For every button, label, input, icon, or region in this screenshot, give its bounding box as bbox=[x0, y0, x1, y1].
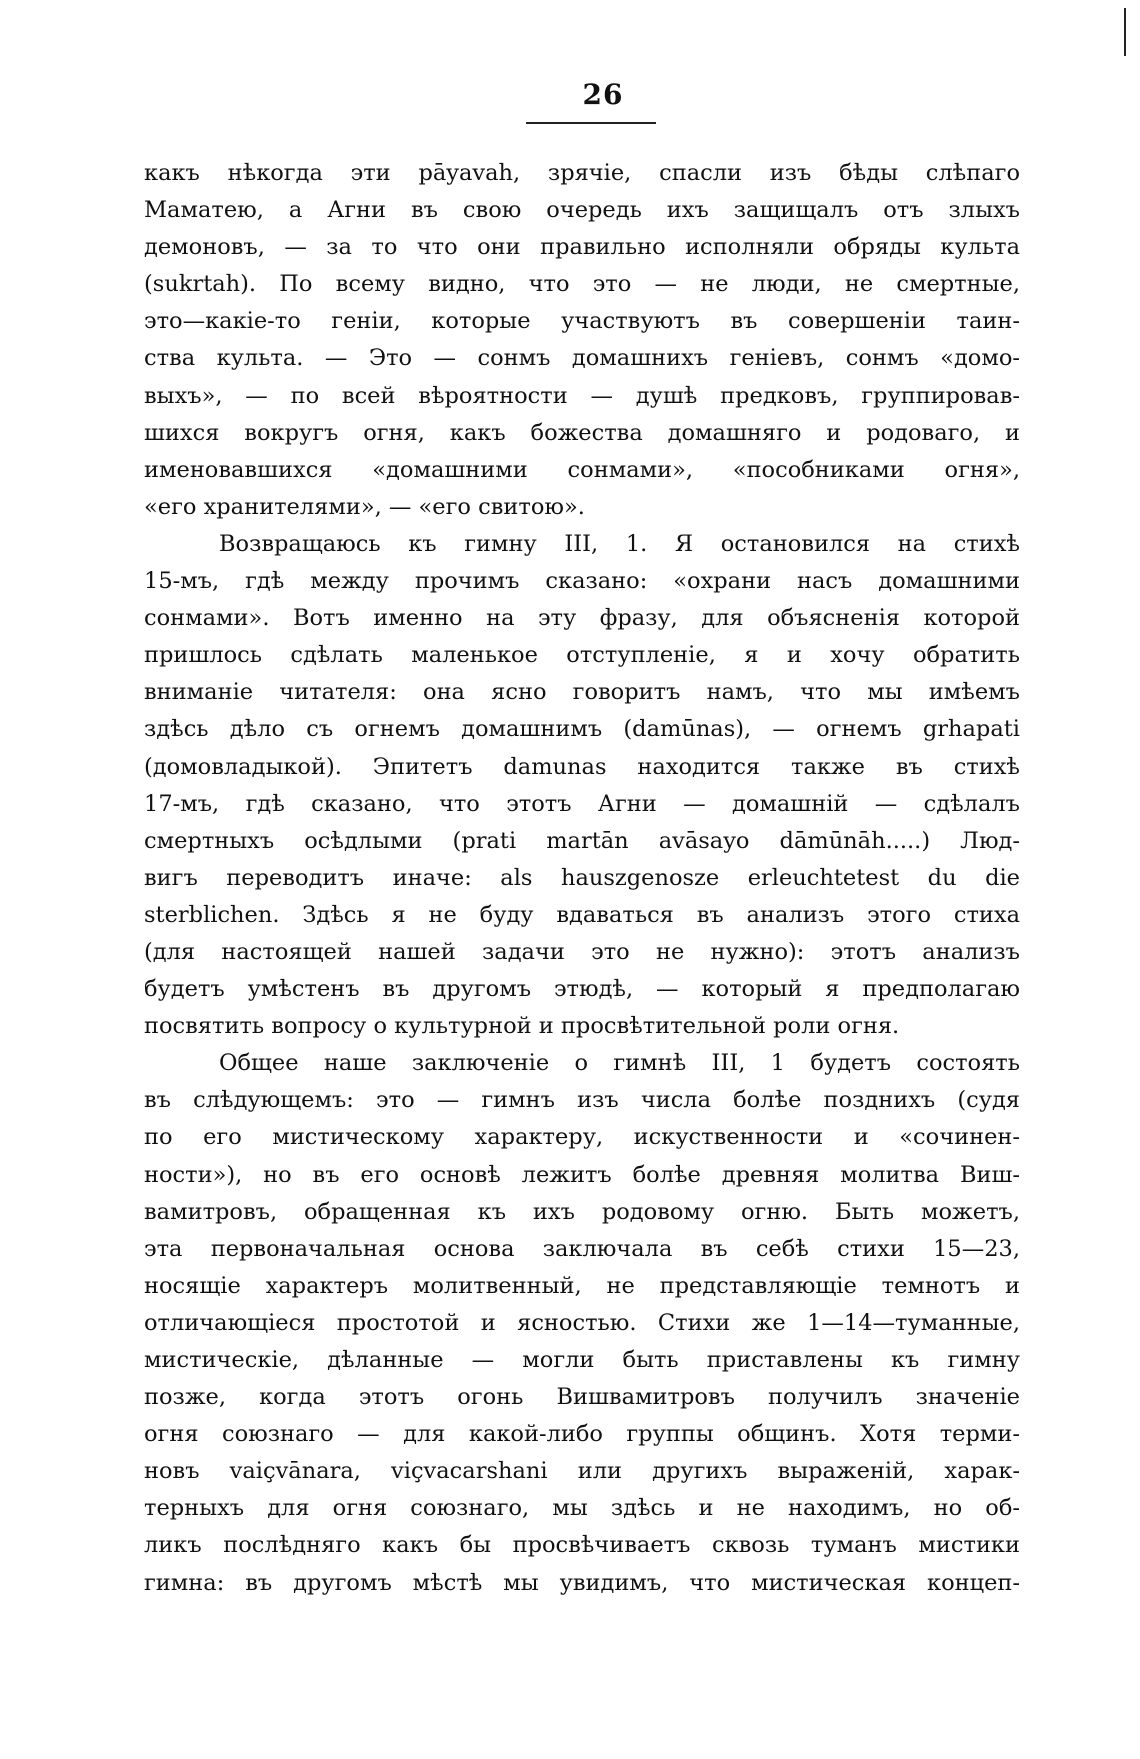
text-line: сонмами». Вотъ именно на эту фразу, для объясненія которой bbox=[144, 605, 1020, 632]
text-line: отличающіеся простотой и ясностью. Стихи же 1—14—туманные, bbox=[144, 1309, 1020, 1336]
text-line: вигъ переводитъ иначе: als hauszgenosze erleuchtetest du die bbox=[144, 864, 1020, 891]
text-line: смертныхъ осѣдлыми (prati martān avāsayo dāmūnāh.....) Люд- bbox=[144, 827, 1020, 854]
body-text bbox=[144, 155, 1020, 1602]
text-line: ликъ послѣдняго какъ бы просвѣчиваетъ сквозь туманъ мистики bbox=[144, 1532, 1020, 1559]
text-line: шихся вокругъ огня, какъ божества домашняго и родоваго, и bbox=[144, 419, 1020, 446]
text-line: это—какіе-то геніи, которые участвуютъ въ совершеніи таин- bbox=[144, 308, 1020, 335]
text-line: именовавшихся «домашними сонмами», «пособниками огня», bbox=[144, 456, 1020, 483]
text-line: какъ нѣкогда эти pāyavah, зрячіе, спасли изъ бѣды слѣпаго bbox=[144, 160, 1020, 186]
text-line: новъ vaiçvānara, viçvacarshani или другихъ выраженій, харак- bbox=[144, 1458, 1020, 1485]
text-line: выхъ», — по всей вѣроятности — душѣ предковъ, группировав- bbox=[144, 382, 1020, 409]
text-line: по его мистическому характеру, искуственности и «сочинен- bbox=[144, 1124, 1020, 1151]
page-number: 26 bbox=[582, 78, 624, 111]
text-line: эта первоначальная основа заключала въ себѣ стихи 15—23, bbox=[144, 1235, 1020, 1262]
text-line: здѣсь дѣло съ огнемъ домашнимъ (damūnas), — огнемъ grhapati bbox=[144, 716, 1020, 743]
text-line: Возвращаюсь къ гимну III, 1. Я остановился на стихѣ bbox=[219, 530, 1020, 557]
text-line: ности»), но въ его основѣ лежитъ болѣе древняя молитва Виш- bbox=[144, 1161, 1020, 1188]
text-line: 17-мъ, гдѣ сказано, что этотъ Агни — домашній — сдѣлалъ bbox=[144, 790, 1020, 817]
text-line: гимна: въ другомъ мѣстѣ мы увидимъ, что мистическая концеп- bbox=[144, 1569, 1020, 1596]
text-line: (для настоящей нашей задачи это не нужно): этотъ анализъ bbox=[144, 938, 1020, 965]
text-line: позже, когда этотъ огонь Вишвамитровъ получилъ значеніе bbox=[144, 1384, 1020, 1411]
text-line: пришлось сдѣлать маленькое отступленіе, я и хочу обратить bbox=[144, 642, 1020, 669]
text-line: носящіе характеръ молитвенный, не представляющіе темнотъ и bbox=[144, 1272, 1020, 1299]
text-line: терныхъ для огня союзнаго, мы здѣсь и не находимъ, но об- bbox=[144, 1495, 1020, 1522]
text-line: Маматею, а Агни въ свою очередь ихъ защищалъ отъ злыхъ bbox=[144, 197, 1020, 224]
text-line: огня союзнаго — для какой-либо группы общинъ. Хотя терми- bbox=[144, 1421, 1020, 1448]
text-line: sterblichen. Здѣсь я не буду вдаваться въ анализъ этого стиха bbox=[144, 901, 1020, 928]
text-line: въ слѣдующемъ: это — гимнъ изъ числа болѣе позднихъ (судя bbox=[144, 1087, 1020, 1114]
text-line: вамитровъ, обращенная къ ихъ родовому огню. Быть можетъ, bbox=[144, 1198, 1020, 1225]
text-line: мистическіе, дѣланные — могли быть приставлены къ гимну bbox=[144, 1347, 1020, 1373]
text-line: будетъ умѣстенъ въ другомъ этюдѣ, — который я предполагаю bbox=[144, 976, 1020, 1003]
text-line: посвятить вопросу о культурной и просвѣтительной роли огня. bbox=[144, 1013, 900, 1040]
text-line: демоновъ, — за то что они правильно исполняли обряды культа bbox=[144, 234, 1020, 261]
page-number-rule bbox=[526, 122, 656, 124]
text-line: 15-мъ, гдѣ между прочимъ сказано: «охрани насъ домашними bbox=[144, 568, 1020, 595]
text-line: Общее наше заключеніе о гимнѣ III, 1 будетъ состоять bbox=[219, 1050, 1020, 1077]
text-line: ства культа. — Это — сонмъ домашнихъ геніевъ, сонмъ «домо- bbox=[144, 345, 1020, 372]
text-line: вниманіе читателя: она ясно говоритъ намъ, что мы имѣемъ bbox=[144, 679, 1020, 706]
text-line: «его хранителями», — «его свитою». bbox=[144, 493, 585, 520]
scan-edge-mark bbox=[1124, 8, 1126, 56]
text-line: (домовладыкой). Эпитетъ damunas находится также въ стихѣ bbox=[144, 753, 1020, 780]
text-line: (sukrtah). По всему видно, что это — не люди, не смертные, bbox=[144, 271, 1020, 298]
